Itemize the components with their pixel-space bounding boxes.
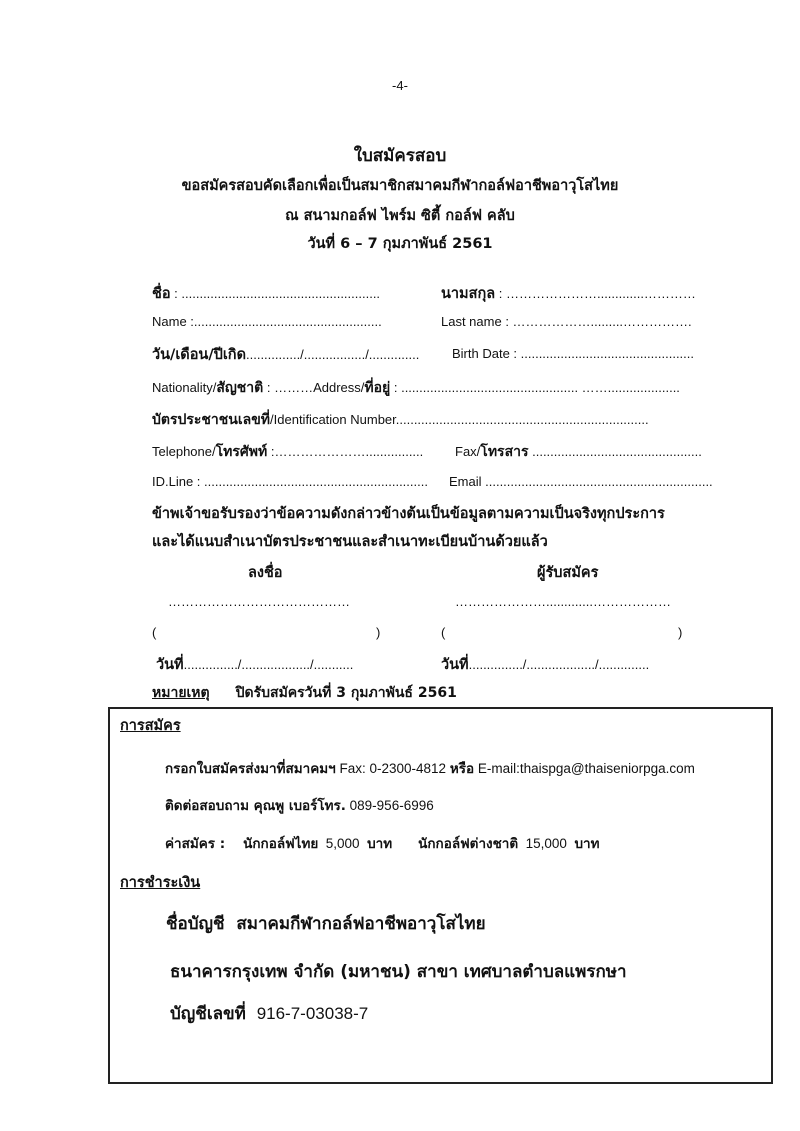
applicant-paren-open: (	[152, 625, 157, 640]
submission-text-th: กรอกใบสมัครส่งมาที่สมาคมฯ	[165, 761, 336, 777]
applicant-paren-close: )	[376, 625, 381, 640]
receiver-signature-label: ผู้รับสมัคร	[537, 565, 599, 581]
account-name-row	[166, 910, 486, 937]
currency-foreign: บาท	[574, 836, 600, 852]
fax-blank: ...............................................	[528, 444, 702, 459]
applicant-signature-line[interactable]: ……………………………………	[168, 594, 350, 609]
venue-line: ณ สนามกอล์ฟ ไพร์ม ซิตี้ กอล์ฟ คลับ	[285, 208, 515, 224]
fee-thai-label: นักกอล์ฟไทย	[243, 836, 319, 852]
submission-instructions	[165, 757, 695, 779]
declaration-line-2: และได้แนบสำเนาบัตรประชาชนและสำเนาทะเบียนบ้านด้วยแล้ว	[152, 534, 548, 550]
currency-thai: บาท	[367, 836, 393, 852]
contact-phone: 089-956-6996	[345, 798, 434, 813]
receiver-paren-close: )	[678, 625, 683, 640]
receiver-date-blank: .............../.................../..............	[468, 657, 650, 672]
form-subtitle: ขอสมัครสอบคัดเลือกเพื่อเป็นสมาชิกสมาคมกีฬากอล์ฟอาชีพอาวุโสไทย	[181, 178, 619, 194]
account-number-label: บัญชีเลขที่	[170, 1004, 246, 1024]
fee-row	[165, 832, 600, 854]
note-row	[152, 682, 457, 704]
contact-info	[165, 794, 434, 816]
address-label-th: ที่อยู่	[364, 380, 391, 396]
id-line-field[interactable]: ID.Line : ..............................................................	[152, 474, 428, 489]
last-name-th-field[interactable]	[441, 282, 696, 305]
email-field[interactable]: Email ...............................................................	[449, 474, 713, 489]
fee-thai-amount: 5,000	[325, 836, 360, 851]
note-text: ปิดรับสมัครวันที่ 3 กุมภาพันธ์ 2561	[235, 685, 457, 701]
fax-number: Fax: 0-2300-4812	[335, 761, 450, 776]
telephone-blank: :…………………................	[267, 444, 424, 459]
account-number-row	[170, 1000, 368, 1027]
telephone-label-en: Telephone/	[152, 444, 216, 459]
payment-heading: การชำระเงิน	[120, 875, 201, 891]
applicant-date-blank: .............../.................../...........	[183, 657, 354, 672]
dob-th-blank: .............../................./..............	[246, 347, 420, 362]
receiver-date-field[interactable]	[441, 653, 649, 676]
last-name-th-label: นามสกุล	[441, 286, 496, 302]
nationality-label-th: สัญชาติ	[216, 380, 264, 396]
applicant-signature-label: ลงชื่อ	[248, 565, 283, 581]
contact-email[interactable]: E-mail:thaispga@thaiseniorpga.com	[474, 761, 695, 776]
applicant-date-label: วันที่	[156, 657, 184, 673]
fax-label-en: Fax/	[455, 444, 481, 459]
dob-th-label: วัน/เดือน/ปีเกิด	[152, 347, 246, 363]
fax-field[interactable]	[455, 441, 702, 463]
first-name-th-label: ชื่อ	[152, 286, 171, 302]
bank-name: ธนาคารกรุงเทพ จำกัด (มหาชน) สาขา เทศบาลตำบลแพรกษา	[170, 962, 627, 982]
telephone-label-th: โทรศัพท์	[215, 444, 268, 460]
id-number-label-th: บัตรประชาชนเลขที่	[152, 412, 271, 428]
telephone-field[interactable]	[152, 441, 423, 463]
or-text: หรือ	[449, 761, 475, 777]
address-blank: : ................................................. ……....................	[390, 380, 680, 395]
applicant-date-field[interactable]	[156, 653, 353, 676]
fax-label-th: โทรสาร	[480, 444, 529, 460]
account-number: 916-7-03038-7	[256, 1004, 369, 1023]
id-number-label-en: /Identification Number	[270, 412, 396, 427]
page-number: -4-	[392, 78, 408, 93]
application-heading: การสมัคร	[120, 718, 181, 734]
nationality-label-en: Nationality/	[152, 380, 217, 395]
first-name-th-field[interactable]	[152, 282, 380, 305]
contact-text: ติดต่อสอบถาม คุณพู เบอร์โทร.	[165, 798, 346, 814]
receiver-date-label: วันที่	[441, 657, 469, 673]
receiver-signature-line[interactable]: ………………….............………………	[455, 594, 671, 609]
id-number-row[interactable]	[152, 409, 649, 431]
nationality-address-row[interactable]	[152, 377, 680, 399]
nationality-blank: : ………	[263, 380, 314, 395]
receiver-paren-open: (	[441, 625, 446, 640]
fee-foreign-amount: 15,000	[525, 836, 567, 851]
first-name-th-blank: : .......................................................	[170, 286, 381, 301]
exam-date: วันที่ 6 – 7 กุมภาพันธ์ 2561	[307, 236, 493, 252]
first-name-en-field[interactable]: Name :....................................................	[152, 314, 382, 329]
fee-label: ค่าสมัคร :	[165, 836, 226, 852]
account-name: สมาคมกีฬากอล์ฟอาชีพอาวุโสไทย	[236, 914, 486, 934]
declaration-line-1: ข้าพเจ้าขอรับรองว่าข้อความดังกล่าวข้างต้นเป็นข้อมูลตามความเป็นจริงทุกประการ	[152, 506, 665, 522]
note-label: หมายเหตุ	[152, 685, 210, 701]
last-name-en-field[interactable]: Last name : ……………….........…………….	[441, 314, 692, 329]
dob-th-field[interactable]	[152, 343, 419, 366]
form-title: ใบสมัครสอบ	[353, 146, 447, 166]
address-label-en: Address/	[313, 380, 365, 395]
account-name-label: ชื่อบัญชี	[166, 914, 225, 934]
birth-date-en-field[interactable]: Birth Date : ................................................	[452, 346, 695, 361]
last-name-th-blank: : ………………….............…………	[495, 286, 696, 301]
fee-foreign-label: นักกอล์ฟต่างชาติ	[418, 836, 519, 852]
id-number-blank: ......................................................................	[395, 412, 649, 427]
